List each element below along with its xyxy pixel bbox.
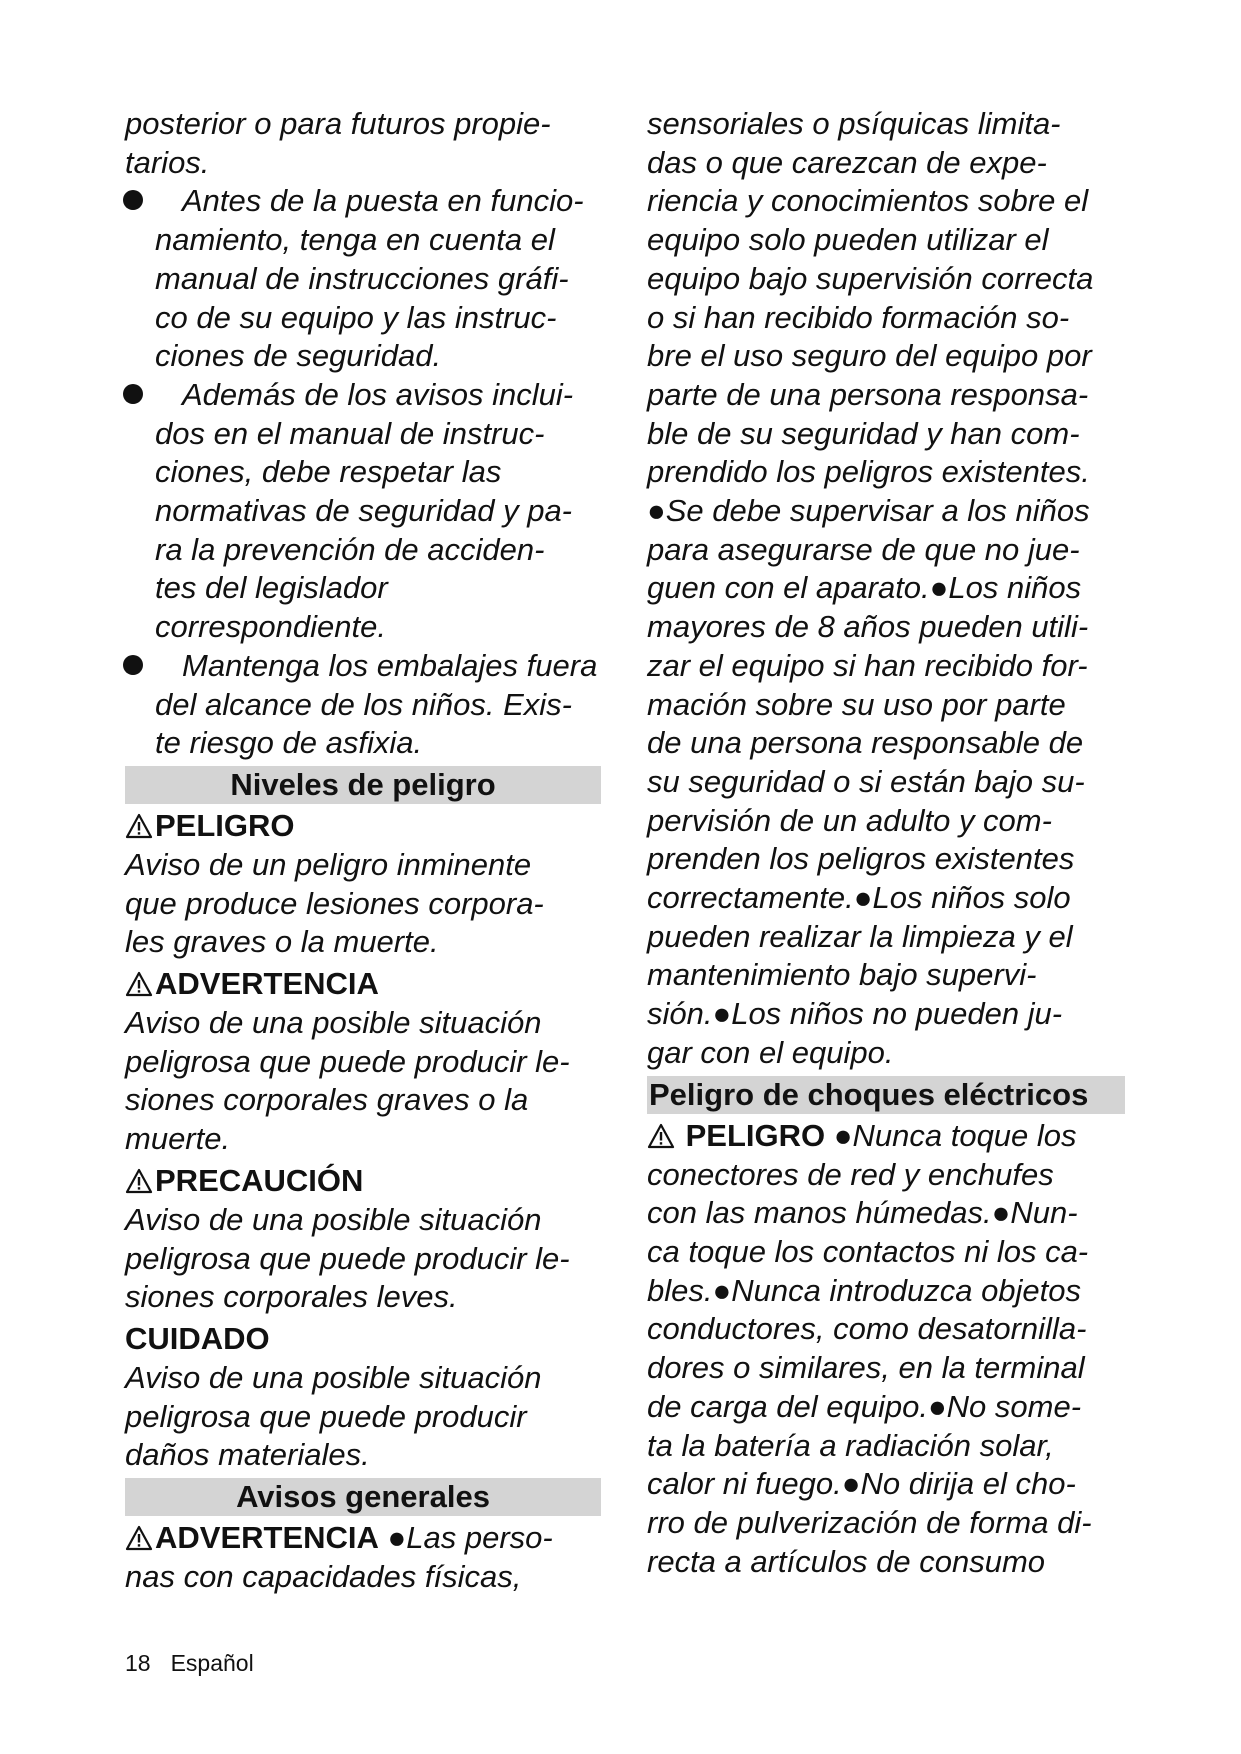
level-heading-precaucion <box>125 1161 601 1201</box>
text-line: gar con el equipo. <box>647 1034 894 1070</box>
warning-triangle-icon <box>647 1123 675 1149</box>
text-line: te riesgo de asfixia. <box>155 725 423 761</box>
text-line: de carga del equipo.●No some- <box>647 1388 1082 1424</box>
text-line: dores o similares, en la terminal <box>647 1350 1085 1386</box>
children-supervision-paragraph <box>647 105 1127 1073</box>
text-line: ciones, debe respetar las <box>155 454 502 490</box>
text-line: Aviso de una posible situación <box>125 1201 542 1237</box>
text-line: siones corporales leves. <box>125 1279 458 1315</box>
page-number: 18 <box>125 1650 151 1676</box>
text-line: tarios. <box>125 144 210 180</box>
text-line: das o que carezcan de expe- <box>647 144 1047 180</box>
text-line: ●Se debe supervisar a los niños <box>647 493 1090 529</box>
text-line: riencia y conocimientos sobre el <box>647 183 1089 219</box>
level-label: ADVERTENCIA <box>155 1520 379 1556</box>
text-line: rro de pulverización de forma di- <box>647 1504 1092 1540</box>
right-column <box>647 105 1127 1581</box>
text-line: co de su equipo y las instruc- <box>155 299 557 335</box>
text-line: pueden realizar la limpieza y el <box>647 918 1073 954</box>
left-column <box>125 105 601 1597</box>
text-line: peligrosa que puede producir le- <box>125 1043 570 1079</box>
bullet-dot-icon <box>123 655 143 675</box>
warning-triangle-icon <box>125 1525 153 1551</box>
text-line: mación sobre su uso por parte <box>647 686 1066 722</box>
text-line: bles.●Nunca introduzca objetos <box>647 1272 1082 1308</box>
text-line: manual de instrucciones gráfi- <box>155 260 569 296</box>
text-line: ra la prevención de acciden- <box>155 531 545 567</box>
text-line: siones corporales graves o la <box>125 1082 529 1118</box>
bullet-item-operation <box>125 182 601 376</box>
level-label: ADVERTENCIA <box>155 966 379 1002</box>
level-label: PRECAUCIÓN <box>155 1162 364 1198</box>
text-line: Antes de la puesta en funcio- <box>182 183 584 219</box>
text-line: guen con el aparato.●Los niños <box>647 570 1082 606</box>
text-line: su seguridad o si están bajo su- <box>647 763 1085 799</box>
level-label: PELIGRO <box>155 807 295 843</box>
text-line: ta la batería a radiación solar, <box>647 1427 1054 1463</box>
text-line: del alcance de los niños. Exis- <box>155 686 573 722</box>
level-heading-peligro <box>125 806 601 846</box>
text-line: daños materiales. <box>125 1437 370 1473</box>
section-heading-danger-levels: Niveles de peligro <box>125 766 601 804</box>
text-line: mantenimiento bajo supervi- <box>647 957 1037 993</box>
level-description-cuidado <box>125 1359 601 1475</box>
text-line: tes del legislador <box>155 570 388 606</box>
text-line: Aviso de una posible situación <box>125 1005 542 1041</box>
text-line: normativas de seguridad y pa- <box>155 493 573 529</box>
bullet-item-regulations <box>125 376 601 647</box>
text-line: con las manos húmedas.●Nun- <box>647 1195 1078 1231</box>
level-description-peligro <box>125 846 601 962</box>
text-line: sión.●Los niños no pueden ju- <box>647 996 1063 1032</box>
text-line: dos en el manual de instruc- <box>155 415 545 451</box>
level-description-advertencia <box>125 1004 601 1159</box>
text-line: correctamente.●Los niños solo <box>647 880 1071 916</box>
footer-language: Español <box>170 1650 254 1676</box>
text-line: ble de su seguridad y han com- <box>647 415 1080 451</box>
electric-shock-paragraph <box>647 1116 1127 1582</box>
level-description-precaucion <box>125 1201 601 1317</box>
text-line: prenden los peligros existentes <box>647 841 1075 877</box>
bullet-dot-icon <box>123 384 143 404</box>
text-line: calor ni fuego.●No dirija el cho- <box>647 1466 1076 1502</box>
level-heading-advertencia <box>125 964 601 1004</box>
text-line: Aviso de una posible situación <box>125 1359 542 1395</box>
text-line: ●Las perso- <box>387 1520 553 1556</box>
section-heading-general-warnings: Avisos generales <box>125 1478 601 1516</box>
text-line: equipo bajo supervisión correcta <box>647 260 1094 296</box>
text-line: posterior o para futuros propie- <box>125 106 551 141</box>
text-line: recta a artículos de consumo <box>647 1543 1046 1579</box>
text-line: Aviso de un peligro inminente <box>125 846 532 882</box>
text-line: les graves o la muerte. <box>125 924 439 960</box>
warning-triangle-icon <box>125 813 153 839</box>
level-label: PELIGRO <box>685 1117 826 1153</box>
level-heading-cuidado: CUIDADO <box>125 1320 270 1356</box>
text-line: zar el equipo si han recibido for- <box>647 647 1088 683</box>
text-line: prendido los peligros existentes. <box>647 454 1090 490</box>
intro-paragraph <box>125 105 601 182</box>
text-line: bre el uso seguro del equipo por <box>647 338 1092 374</box>
general-warning-paragraph <box>125 1518 601 1597</box>
text-line: Mantenga los embalajes fuera <box>182 647 598 683</box>
section-heading-electric-shock: Peligro de choques eléctricos <box>647 1076 1125 1114</box>
text-line: o si han recibido formación so- <box>647 299 1070 335</box>
page-footer <box>125 1650 274 1677</box>
text-line: conductores, como desatornilla- <box>647 1311 1087 1347</box>
text-line: nas con capacidades físicas, <box>125 1559 522 1595</box>
text-line: sensoriales o psíquicas limita- <box>647 106 1061 141</box>
text-line: Además de los avisos inclui- <box>182 376 574 412</box>
text-line: pervisión de un adulto y com- <box>647 802 1052 838</box>
text-line: ciones de seguridad. <box>155 338 442 374</box>
text-line: peligrosa que puede producir le- <box>125 1240 570 1276</box>
warning-triangle-icon <box>125 1168 153 1194</box>
bullet-item-packaging <box>125 647 601 763</box>
text-line: conectores de red y enchufes <box>647 1156 1054 1192</box>
bullet-dot-icon <box>123 190 143 210</box>
text-line: correspondiente. <box>155 609 386 645</box>
text-line: ca toque los contactos ni los ca- <box>647 1233 1089 1269</box>
text-line: de una persona responsable de <box>647 725 1084 761</box>
text-line: peligrosa que puede producir <box>125 1398 527 1434</box>
text-line: que produce lesiones corpora- <box>125 885 544 921</box>
text-line: para asegurarse de que no jue- <box>647 531 1080 567</box>
text-line: ●Nunca toque los <box>833 1117 1077 1153</box>
text-line: mayores de 8 años pueden utili- <box>647 609 1089 645</box>
warning-triangle-icon <box>125 971 153 997</box>
text-line: parte de una persona responsa- <box>647 376 1089 412</box>
text-line: equipo solo pueden utilizar el <box>647 222 1049 258</box>
text-line: muerte. <box>125 1121 231 1157</box>
text-line: namiento, tenga en cuenta el <box>155 222 555 258</box>
